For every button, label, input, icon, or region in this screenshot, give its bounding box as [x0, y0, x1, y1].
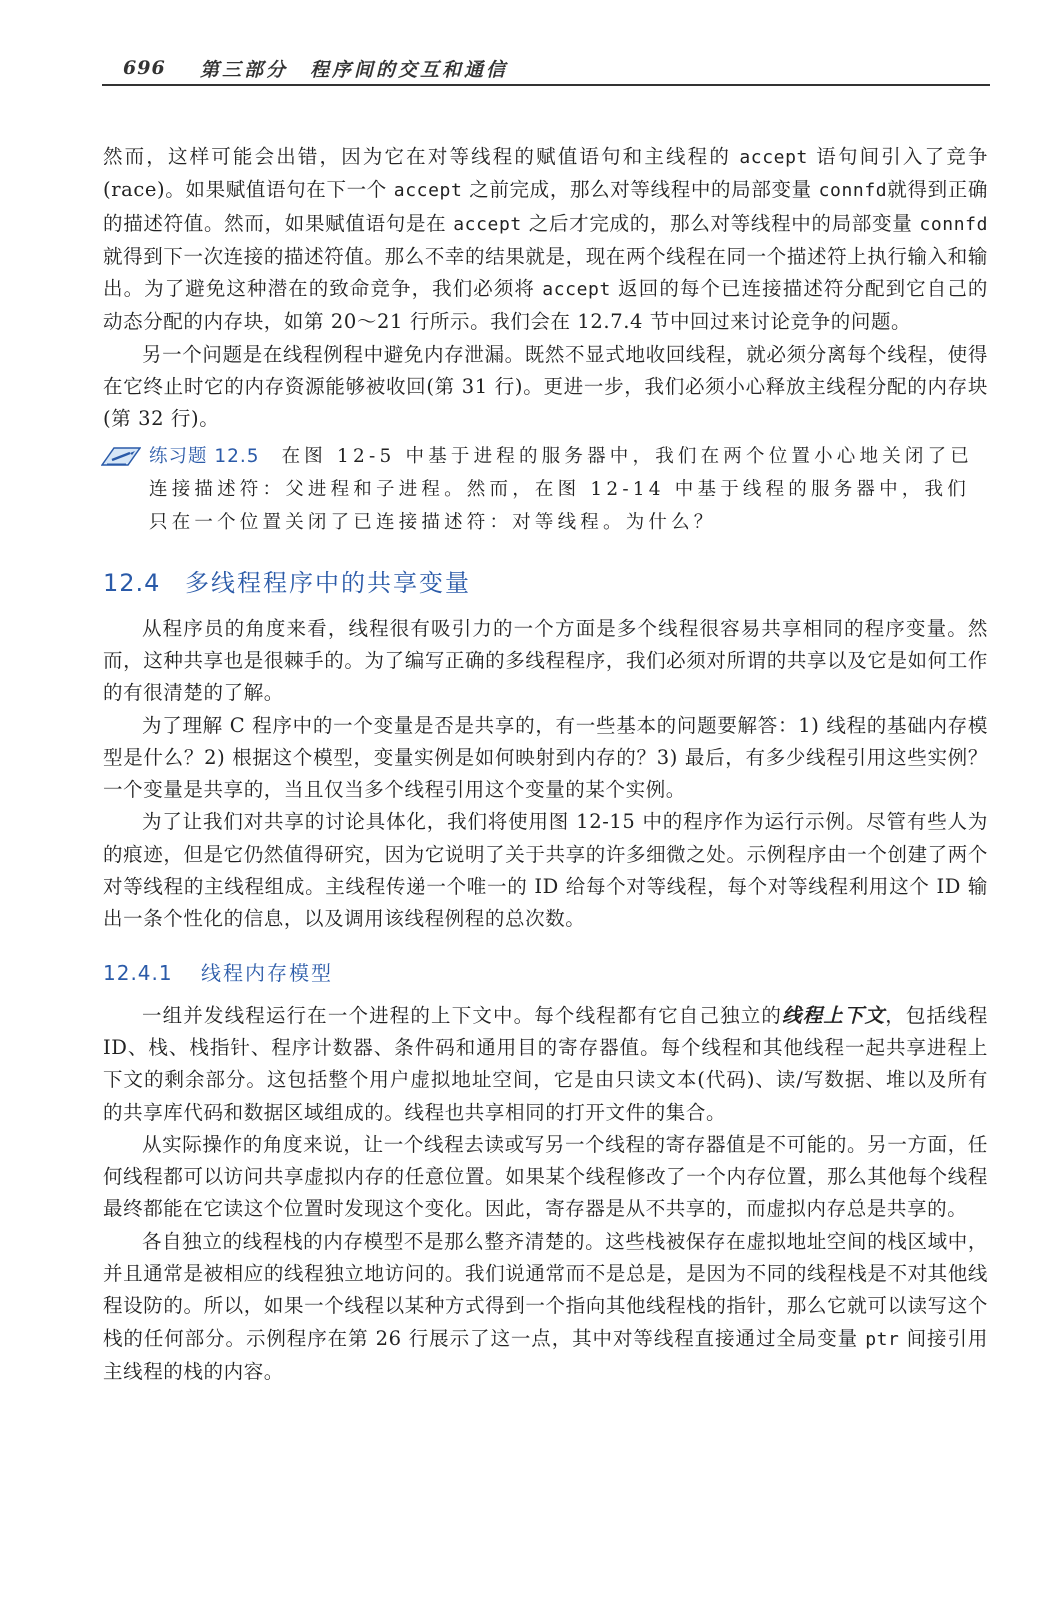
- paragraph: [103, 1000, 988, 1129]
- running-header: [105, 52, 990, 82]
- inline-code: connfd: [818, 180, 888, 202]
- text-run: 之后才完成的，那么对等线程中的局部变量: [521, 211, 920, 235]
- subsection-heading: [103, 958, 988, 988]
- inline-code: accept: [739, 147, 808, 168]
- page-number: 696: [123, 57, 166, 79]
- text-run: 各自独立的线程栈的内存模型不是那么整齐清楚的。这些栈被保存在虚拟地址空间的栈区域中，并且通常是被相应的线程独立地访问的。我们说通常而不是总是，是因为不同的线程栈是不对其他线程设防的。所以，如果一个线程以某种方式得到一个指向其他线程栈的指针，那么它就可以读写这个栈的任何部分。示例程序在第 26 行展示了这一点，其中对等线程直接通过全局变量: [103, 1229, 988, 1350]
- text-run: 一组并发线程运行在一个进程的上下文中。每个线程都有它自己独立的: [142, 1003, 783, 1027]
- section-title: 多线程程序中的共享变量: [185, 568, 471, 597]
- section-heading: [103, 567, 988, 599]
- text-run: 间接引用主线程的栈的内容。: [103, 1326, 988, 1383]
- pencil-exercise-icon: [101, 445, 141, 467]
- text-run: 从实际操作的角度来说，让一个线程去读或写另一个线程的寄存器值是不可能的。另一方面，任何线程都可以访问共享虚拟内存的任意位置。如果某个线程修改了一个内存位置，那么其他每个线程最终都能在它读这个位置时发现这个变化。因此，寄存器是从不共享的，而虚拟内存总是共享的。: [103, 1132, 988, 1221]
- text-run: 语句间引入了竞争(race)。如果赋值语句在下一个: [103, 145, 988, 202]
- exercise-block: [103, 440, 988, 539]
- text-run: 返回的每个已连接描述符分配到它自己的动态分配的内存块，如第 20～21 行所示。我们会在 12.7.4 节中回过来讨论竞争的问题。: [103, 277, 988, 334]
- section-number: 12.4: [103, 568, 161, 597]
- paragraph: [103, 339, 988, 436]
- text-run: 就得到下一次连接的描述符值。那么不幸的结果就是，现在两个线程在同一个描述符上执行输入和输出。为了避免这种潜在的致命竞争，我们必须将: [103, 244, 988, 301]
- paragraph: [103, 1129, 988, 1226]
- paragraph: [103, 141, 988, 339]
- inline-code: accept: [453, 213, 522, 235]
- page-body: [103, 141, 988, 1388]
- subsection-title: 线程内存模型: [201, 960, 333, 985]
- exercise-label: 练习题 12.5: [149, 445, 260, 467]
- inline-code: accept: [393, 180, 463, 202]
- text-run: 就得到正确的描述符值。然而，如果赋值语句是在: [103, 178, 988, 235]
- inline-code: ptr: [865, 1328, 900, 1350]
- part-title: 程序间的交互和通信: [310, 59, 509, 81]
- inline-code: connfd: [919, 213, 989, 235]
- header-rule: [102, 84, 990, 86]
- paragraph: [103, 1226, 988, 1388]
- paragraph: 为了理解 C 程序中的一个变量是否是共享的，有一些基本的问题要解答：1) 线程的基础内存模型是什么？2) 根据这个模型，变量实例是如何映射到内存的？3) 最后，有多少线程引用这些实例？一个变量是共享的，当且仅当多个线程引用这个变量的某个实例。: [103, 713, 988, 802]
- paragraph: 为了让我们对共享的讨论具体化，我们将使用图 12-15 中的程序作为运行示例。尽管有些人为的痕迹，但是它仍然值得研究，因为它说明了关于共享的许多细微之处。示例程序由一个创建了两个对等线程的主线程组成。主线程传递一个唯一的 ID 给每个对等线程，每个对等线程利用这个 ID 输出一条个性化的信息，以及调用该线程例程的总次数。: [103, 810, 988, 931]
- emphasis-term: 线程上下文: [782, 1003, 886, 1027]
- text-run: 之前完成，那么对等线程中的局部变量: [462, 178, 819, 202]
- part-label: 第三部分: [200, 59, 289, 81]
- text-run: 然而，这样可能会出错，因为它在对等线程的赋值语句和主线程的: [103, 145, 740, 168]
- text-run: ，包括线程 ID、栈、栈指针、程序计数器、条件码和通用目的寄存器值。每个线程和其他线程一起共享进程上下文的剩余部分。这包括整个用户虚拟地址空间，它是由只读文本(代码)、读/写数据、堆以及所有的共享库代码和数据区域组成的。线程也共享相同的打开文件的集合。: [103, 1003, 988, 1124]
- inline-code: accept: [542, 279, 611, 301]
- text-run: 另一个问题是在线程例程中避免内存泄漏。既然不显式地收回线程，就必须分离每个线程，使得在它终止时它的内存资源能够被收回(第 31 行)。更进一步，我们必须小心释放主线程分配的内存块(第 32 行)。: [103, 342, 988, 431]
- subsection-number: 12.4.1: [103, 960, 173, 985]
- exercise-text: 在图 12-5 中基于进程的服务器中，我们在两个位置小心地关闭了已连接描述符：父进程和子进程。然而，在图 12-14 中基于线程的服务器中，我们只在一个位置关闭了已连接描述符：对等线程。为什么？: [149, 445, 974, 533]
- paragraph: 从程序员的角度来看，线程很有吸引力的一个方面是多个线程很容易共享相同的程序变量。然而，这种共享也是很棘手的。为了编写正确的多线程程序，我们必须对所谓的共享以及它是如何工作的有很清楚的了解。: [103, 616, 988, 705]
